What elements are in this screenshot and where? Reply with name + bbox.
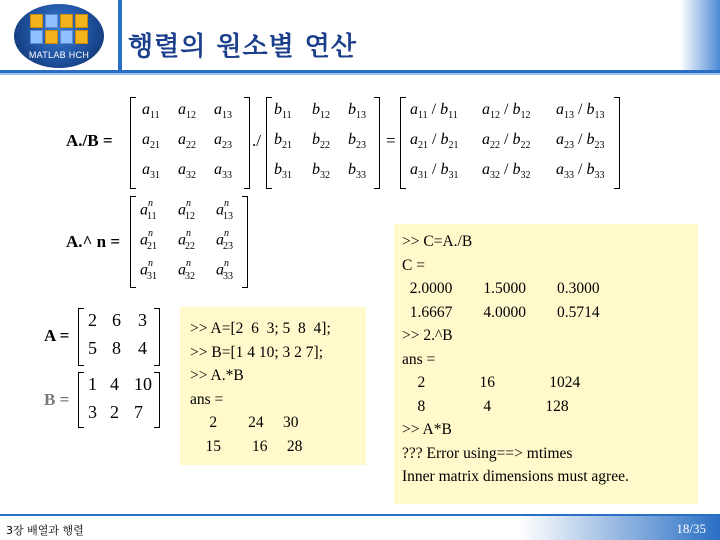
code-box-elementwise-multiply (180, 307, 366, 465)
code-line: 2.0000 1.5000 0.3000 (402, 280, 600, 297)
matrix-cell: $a^n_{11}$ (140, 198, 157, 222)
code-line: >> B=[1 4 10; 3 2 7]; (190, 343, 323, 361)
chapter-label: 3장 배열과 행렬 (6, 524, 84, 537)
matrix-cell: $b_{31}$ (274, 161, 292, 182)
matrix-cell: $a_{21} / b_{21}$ (410, 131, 459, 152)
matrix-cell: 1 (88, 374, 97, 394)
matrix-cell: 3 (138, 310, 147, 330)
matrix-cell: $a_{33} / b_{33}$ (556, 161, 605, 182)
logo-text: MATLAB HCH (28, 50, 90, 60)
code-line: 1.6667 4.0000 0.5714 (402, 303, 600, 321)
matrix-a-lhs: A = (44, 326, 70, 345)
matrix-cell: $a^n_{13}$ (216, 198, 233, 222)
code-line: 15 16 28 (190, 437, 303, 455)
header-gradient (680, 0, 720, 70)
matrix-cell: 2 (110, 402, 119, 422)
matrix-cell: $b_{32}$ (312, 161, 330, 182)
matrix-cell: $a_{23}$ (214, 131, 232, 152)
matrix-a-numeric (78, 308, 160, 366)
code-line: >> 2.^B (402, 327, 453, 344)
matrix-cell: $a^n_{12}$ (178, 198, 195, 222)
code-box-divide-power (394, 224, 698, 504)
matrix-result-divide (400, 97, 620, 189)
matrix-cell: $a^n_{22}$ (178, 228, 195, 252)
matrix-cell: $a_{32} / b_{32}$ (482, 161, 531, 182)
op-elementwise-divide: ./ (252, 131, 261, 150)
matrix-cell: $b_{22}$ (312, 131, 330, 152)
op-equals: = (386, 131, 396, 150)
code-line: ans = (402, 350, 436, 368)
code-line: 2 16 1024 (402, 374, 581, 391)
code-line: 8 4 128 (402, 397, 569, 415)
code-line: >> A.*B (190, 367, 244, 384)
matrix-cell: $b_{13}$ (348, 101, 366, 122)
matrix-cell: $a_{12} / b_{12}$ (482, 101, 531, 122)
matrix-a-symbolic (130, 97, 250, 189)
matrix-cell: $a_{13}$ (214, 101, 232, 122)
logo (0, 0, 118, 74)
eq-pow-lhs: A.^ n = (66, 232, 121, 251)
matrix-cell: 6 (112, 310, 121, 330)
matrix-cell: $a^n_{33}$ (216, 258, 233, 282)
logo-matrix-icon (30, 14, 88, 44)
header-rule-light (0, 73, 720, 75)
matrix-cell: $a_{21}$ (142, 131, 160, 152)
matrix-cell: 7 (134, 402, 143, 422)
matrix-cell: $a_{12}$ (178, 101, 196, 122)
matrix-cell: $a_{22} / b_{22}$ (482, 131, 531, 152)
matrix-cell: 4 (138, 338, 147, 358)
code-line: 2 24 30 (190, 414, 299, 431)
matrix-cell: $a^n_{21}$ (140, 228, 157, 252)
matrix-cell: $b_{33}$ (348, 161, 366, 182)
matrix-cell: $a_{31}$ (142, 161, 160, 182)
matrix-cell: $a^n_{31}$ (140, 258, 157, 282)
code-line: Inner matrix dimensions must agree. (402, 468, 629, 485)
header-accent (118, 0, 122, 74)
matrix-cell: $b_{21}$ (274, 131, 292, 152)
code-line: >> C=A./B (402, 233, 473, 250)
matrix-cell: 4 (110, 374, 119, 394)
matrix-cell: $a_{32}$ (178, 161, 196, 182)
matrix-b-numeric (78, 372, 160, 428)
code-line: >> A=[2 6 3; 5 8 4]; (190, 320, 331, 337)
matrix-b-symbolic (266, 97, 380, 189)
eq-div-lhs: A./B = (66, 131, 113, 150)
matrix-cell: $a_{33}$ (214, 161, 232, 182)
matrix-cell: $a_{11} / b_{11}$ (410, 101, 458, 122)
matrix-cell: $a^n_{32}$ (178, 258, 195, 282)
slide-title: 행렬의 원소별 연산 (128, 32, 358, 62)
matrix-cell: 5 (88, 338, 97, 358)
matrix-cell: $b_{11}$ (274, 101, 292, 122)
matrix-cell: $a^n_{23}$ (216, 228, 233, 252)
matrix-cell: $b_{12}$ (312, 101, 330, 122)
matrix-cell: 8 (112, 338, 121, 358)
matrix-cell: $a_{22}$ (178, 131, 196, 152)
matrix-cell: $a_{11}$ (142, 101, 160, 122)
matrix-cell: $a_{23} / b_{23}$ (556, 131, 605, 152)
code-line: C = (402, 256, 425, 274)
code-line: ans = (190, 390, 224, 408)
code-line: >> A*B (402, 421, 452, 438)
matrix-cell: $b_{23}$ (348, 131, 366, 152)
matrix-cell: 10 (134, 374, 152, 394)
code-line: ??? Error using==> mtimes (402, 444, 573, 462)
page-number: 18/35 (676, 521, 706, 536)
matrix-b-lhs: B = (44, 390, 70, 409)
matrix-cell: 2 (88, 310, 97, 330)
matrix-cell: $a_{31} / b_{31}$ (410, 161, 459, 182)
matrix-a-power (130, 196, 248, 288)
matrix-cell: 3 (88, 402, 97, 422)
matrix-cell: $a_{13} / b_{13}$ (556, 101, 605, 122)
